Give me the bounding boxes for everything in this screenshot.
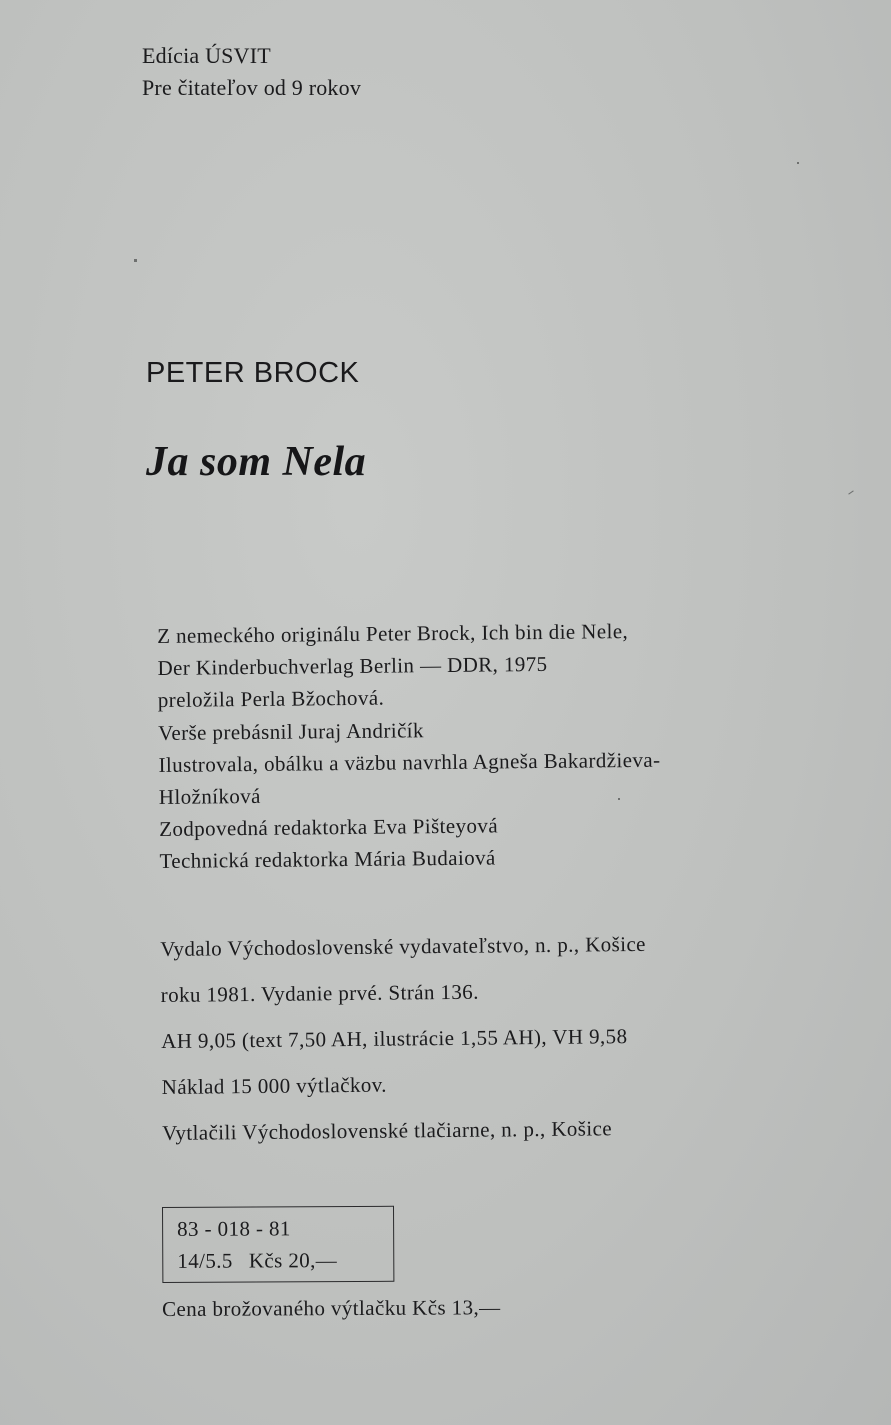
paper-speck	[848, 490, 853, 494]
publisher-line: roku 1981. Vydanie prvé. Strán 136.	[160, 979, 479, 1007]
publisher-line: Vytlačili Východoslovenské tlačiarne, n. p., Košice	[162, 1116, 613, 1145]
catalog-code: 83 - 018 - 81	[177, 1216, 291, 1241]
price-line	[177, 1248, 337, 1274]
author-name: PETER BROCK	[146, 357, 360, 389]
paper-speck	[134, 259, 137, 262]
paper-speck	[618, 798, 620, 800]
series-name: Edícia ÚSVIT	[142, 43, 271, 68]
credit-line: Zodpovedná redaktorka Eva Pišteyová	[159, 813, 499, 842]
publisher-block	[160, 921, 648, 1156]
price-value: Kčs 20,—	[248, 1248, 338, 1273]
credit-line: preložila Perla Bžochová.	[157, 686, 385, 713]
credit-line: Hložníková	[158, 783, 261, 810]
publisher-line: Vydalo Východoslovenské vydavateľstvo, n. p., Košice	[160, 931, 646, 961]
paperback-price: Cena brožovaného výtlačku Kčs 13,—	[162, 1295, 501, 1321]
price-category: 14/5.5	[177, 1248, 233, 1273]
credit-line: Z nemeckého originálu Peter Brock, Ich bin die Nele,	[157, 619, 629, 648]
credit-line: Technická redaktorka Mária Budaiová	[159, 845, 496, 874]
credit-line: Verše prebásnil Juraj Andričík	[158, 717, 424, 745]
reader-age: Pre čitateľov od 9 rokov	[142, 75, 362, 100]
book-title: Ja som Nela	[146, 439, 367, 485]
price-box	[162, 1206, 394, 1283]
credit-line: Der Kinderbuchverlag Berlin — DDR, 1975	[157, 652, 548, 681]
credits-block	[157, 615, 662, 878]
credit-line: Ilustrovala, obálku a väzbu navrhla Agneša Bakardžieva-	[158, 747, 661, 777]
series-info	[142, 40, 361, 104]
paper-speck	[797, 162, 799, 164]
publisher-line: AH 9,05 (text 7,50 AH, ilustrácie 1,55 AH), VH 9,58	[161, 1024, 628, 1053]
publisher-line: Náklad 15 000 výtlačkov.	[161, 1072, 388, 1099]
